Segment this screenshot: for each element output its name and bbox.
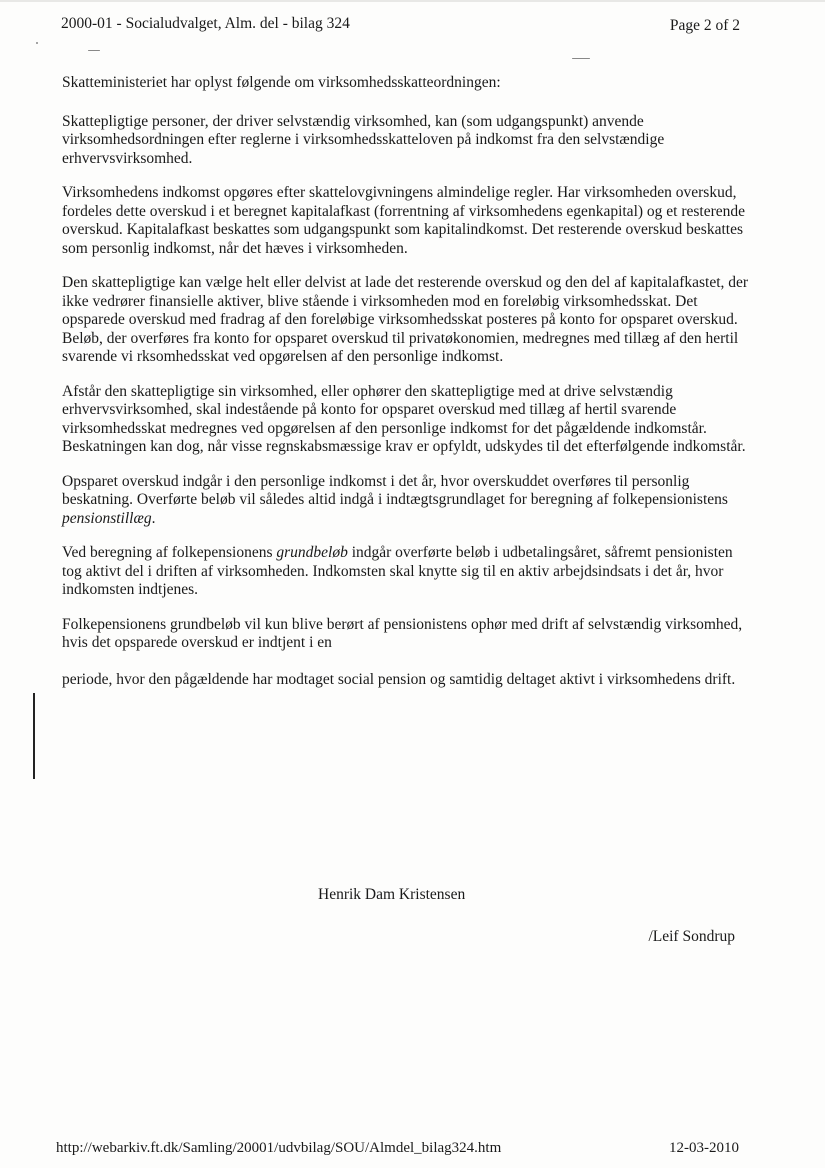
paragraph-7b: periode, hvor den pågældende har modtaget social pension og samtidig deltaget aktivt i virksomhedens drift. [62, 670, 736, 688]
header-page-number: Page 2 of 2 [669, 17, 740, 34]
scan-artifact [88, 50, 100, 51]
paragraph-6-start: Ved beregning af folkepensionens [62, 544, 277, 561]
paragraph-2: Virksomhedens indkomst opgøres efter skattelovgivningens almindelige regler. Har virksomheden overskud, fordeles dette overskud i et beregnet kapitalafkast (forrentning af virksomhedens egenkapital) og et resterende overskud. Kapitalafkast beskattes som udgangspunkt som kapitalindkomst. Det resterende overskud beskattes som personlig indkomst, når det hæves i virksomheden. [62, 184, 746, 257]
paragraph-5-end: . [151, 509, 156, 527]
scan-artifact [36, 42, 38, 44]
paragraph-6 [62, 544, 752, 600]
paragraph-4: Afstår den skattepligtige sin virksomhed, eller ophører den skattepligtige med at drive selvstændig erhvervsvirksomhed, skal indestående på konto for opsparet overskud med tillæg af hertil svarende virksomhedsskat medregnes ved opgørelsen af den personlige indkomst for det pågældende indkomstår. Beskatningen kan dog, når visse regnskabsmæssige krav er opfyldt, udskydes til det efterfølgende indkomstår. [62, 382, 746, 455]
letter-body [62, 74, 752, 705]
paragraph-7a: Folkepensionens grundbeløb vil kun blive berørt af pensionistens ophør med drift af selvstændig virksomhed, hvis det opsparede overskud er indtjent i en [62, 615, 743, 651]
paragraph-1: Skattepligtige personer, der driver selvstændig virksomhed, kan (som udgangspunkt) anvende virksomhedsordningen efter reglerne i virksomhedsskatteloven på indkomst fra den selvstændige erhvervsvirksomhed. [62, 112, 665, 167]
paragraph-3: Den skattepligtige kan vælge helt eller delvist at lade det resterende overskud og den del af kapitalafkastet, der ikke vedrører finansielle aktiver, blive stående i virksomheden mod en foreløbig virksomhedsskat. Det opsparede overskud med fradrag af den foreløbige virksomhedsskat posteres på konto for opsparet overskud. Beløb, der overføres fra konto for opsparet overskud til privatøkonomien, medregnes med tillæg af den hertil svarende vi rksomhedsskat ved opgørelsen af den personlige indkomst. [62, 274, 749, 365]
footer-date: 12-03-2010 [669, 1140, 739, 1156]
paragraph-6-italic: grundbeløb [276, 544, 348, 561]
signature-leif: /Leif Sondrup [648, 928, 735, 945]
signature-henrik: Henrik Dam Kristensen [318, 886, 466, 903]
intro-paragraph: Skatteministeriet har oplyst følgende om virksomhedsskatteordningen: [62, 74, 501, 91]
scan-edge [0, 0, 825, 2]
header-document-reference: 2000-01 - Socialudvalget, Alm. del - bilag 324 [61, 15, 350, 32]
footer-url: http://webarkiv.ft.dk/Samling/20001/udvbilag/SOU/Almdel_bilag324.htm [56, 1140, 502, 1156]
paragraph-6-text: indgår overførte beløb i udbetalingsåret, såfremt pensionisten tog aktivt del i driften af virksomheden. Indkomsten skal knytte sig til en aktiv arbejdsindsats i det år, hvor indkomsten indtjenes. [62, 544, 733, 598]
margin-change-bar [33, 693, 35, 779]
paragraph-5 [62, 473, 752, 529]
scan-artifact [572, 58, 590, 59]
paragraph-5-text: Opsparet overskud indgår i den personlige indkomst i det år, hvor overskuddet overføres til personlig beskatning. Overførte beløb vil således altid indgå i indtægtsgrundlaget for beregning af folkepensionistens [62, 472, 728, 508]
paragraph-5-italic: pensionstillæg [62, 509, 152, 527]
